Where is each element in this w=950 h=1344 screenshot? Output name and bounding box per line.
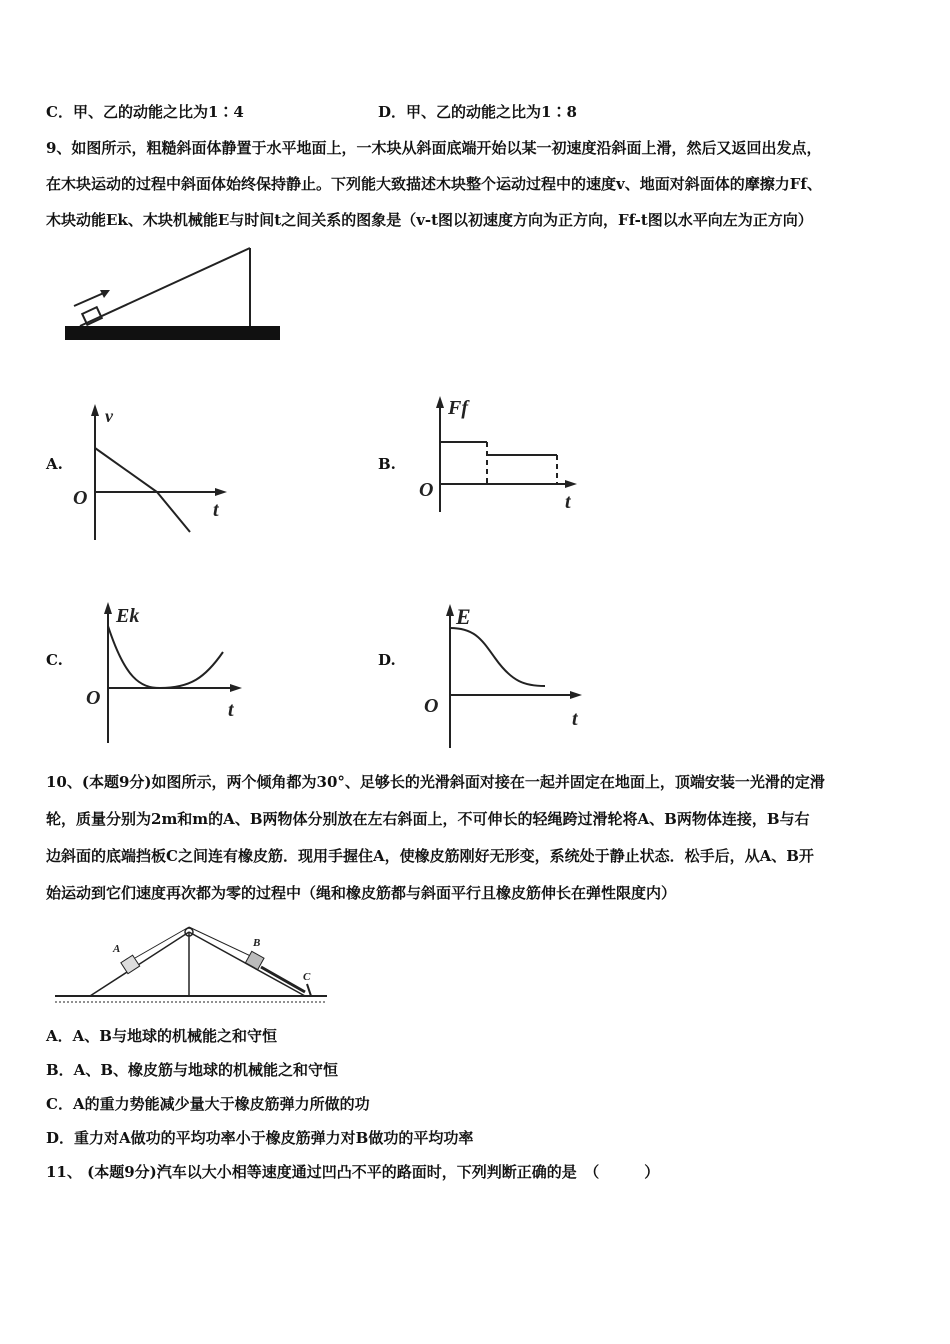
q9-option-d-label: D.	[378, 651, 396, 669]
incline-figure	[60, 240, 285, 350]
axis-label-v: v	[105, 406, 113, 426]
q10-text-line: 始运动到它们速度再次都为零的过程中（绳和橡皮筋都与斜面平行且橡皮筋伸长在弹性限度内）	[46, 884, 677, 902]
axis-label-ff: Ff	[448, 397, 468, 419]
label-b: B	[253, 937, 261, 949]
axis-label-t: t	[228, 699, 234, 721]
axis-label-t: t	[213, 499, 219, 521]
q9-option-b-label: B.	[378, 455, 396, 473]
double-incline-figure	[55, 922, 330, 1004]
origin-label: O	[419, 479, 434, 501]
q10-option-c: C．A的重力势能减少量大于橡皮筋弹力所做的功	[46, 1095, 370, 1113]
graph-d-et	[420, 600, 590, 750]
label-c: C	[303, 971, 311, 983]
q8-option-d: D．甲、乙的动能之比为1∶8	[378, 103, 577, 121]
label-a: A	[113, 943, 121, 955]
q10-option-b: B．A、B、橡皮筋与地球的机械能之和守恒	[46, 1061, 338, 1079]
q9-option-c-label: C.	[46, 651, 63, 669]
axis-label-ek: Ek	[116, 605, 140, 627]
q10-text-line: 边斜面的底端挡板C之间连有橡皮筋．现用手握住A，使橡皮筋刚好无形变，系统处于静止状态．松手后，从A、B开	[46, 847, 814, 865]
q10-text-line: 10、(本题9分)如图所示，两个倾角都为30°、足够长的光滑斜面对接在一起并固定在地面上，顶端安装一光滑的定滑	[46, 773, 825, 791]
origin-label: O	[73, 487, 88, 509]
axis-label-t: t	[572, 708, 578, 730]
q10-option-a: A．A、B与地球的机械能之和守恒	[46, 1027, 277, 1045]
q9-text-line: 在木块运动的过程中斜面体始终保持静止。下列能大致描述木块整个运动过程中的速度v、地面对斜面体的摩擦力Ff、	[46, 175, 822, 193]
q9-option-a-label: A.	[46, 455, 63, 473]
axis-label-t: t	[565, 491, 571, 513]
q10-text-line: 轮，质量分别为2m和m的A、B两物体分别放在左右斜面上，不可伸长的轻绳跨过滑轮将A、B两物体连接，B与右	[46, 810, 810, 828]
q8-option-c: C．甲、乙的动能之比为1∶4	[46, 103, 244, 121]
graph-b-fft	[415, 392, 585, 517]
origin-label: O	[86, 687, 101, 709]
axis-label-e: E	[456, 604, 471, 629]
q10-option-d: D．重力对A做功的平均功率小于橡皮筋弹力对B做功的平均功率	[46, 1129, 474, 1147]
q9-text-line: 9、如图所示，粗糙斜面体静置于水平地面上，一木块从斜面底端开始以某一初速度沿斜面上滑，然后又返回出发点，	[46, 139, 822, 157]
graph-c-ekt	[80, 598, 250, 748]
q11-text: 11、 (本题9分)汽车以大小相等速度通过凹凸不平的路面时，下列判断正确的是 （ ）	[46, 1163, 660, 1181]
graph-a-vt	[65, 400, 235, 545]
origin-label: O	[424, 695, 439, 717]
q9-text-line: 木块动能Ek、木块机械能E与时间t之间关系的图象是（v-t图以初速度方向为正方向，Ff-t图以水平向左为正方向）	[46, 211, 813, 229]
